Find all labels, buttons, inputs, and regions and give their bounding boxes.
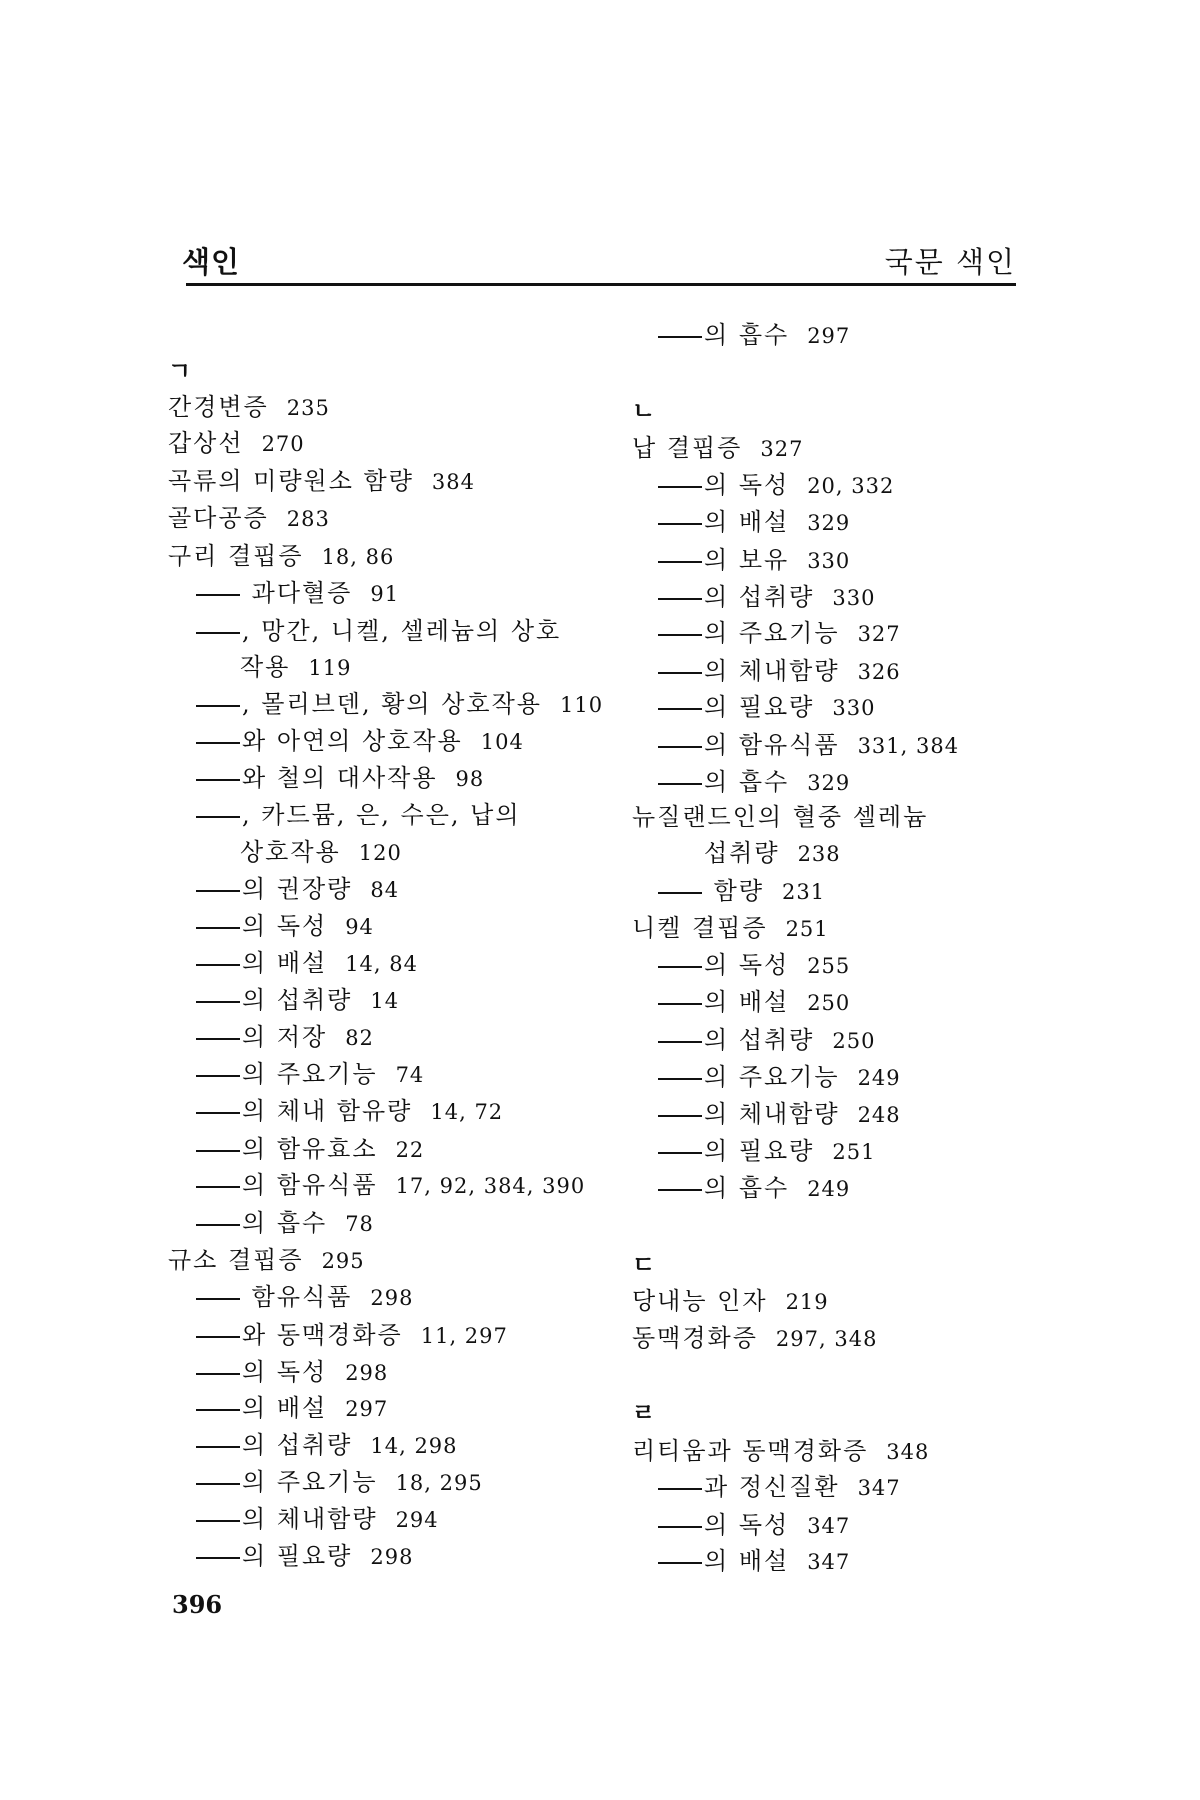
index-term: 의 독성 [704,471,790,499]
repeat-dash [658,783,702,785]
index-term: 의 흡수 [242,1209,328,1237]
index-subentry [196,985,399,1015]
index-subentry [658,1510,850,1540]
repeat-dash [196,705,240,707]
index-subentry [658,1173,850,1203]
index-page-ref: 14, 84 [345,952,418,976]
index-term: 의 체내 함유량 [242,1097,413,1125]
index-subentry [658,1136,875,1166]
header-rule [186,283,1016,286]
index-page-ref: 297 [807,324,851,348]
repeat-dash [658,1115,702,1117]
index-term: 의 배설 [242,949,328,977]
index-page-ref: 298 [370,1286,414,1310]
repeat-dash [196,632,240,634]
index-subentry [196,874,399,904]
index-term: 의 보유 [704,546,790,574]
index-page-ref: 270 [261,432,305,456]
index-page-ref: 331, 384 [857,734,960,758]
repeat-dash [196,1520,240,1522]
index-subentry [196,1320,508,1350]
repeat-dash [658,598,702,600]
index-page-ref: 347 [857,1476,901,1500]
repeat-dash [196,890,240,892]
index-page-ref: 14, 298 [370,1434,458,1458]
index-term: 니켈 결핍증 [632,914,768,942]
repeat-dash [196,1298,240,1300]
index-subentry [196,1282,413,1312]
index-page-ref: 238 [797,842,841,866]
index-page-ref: 250 [832,1029,876,1053]
index-term: 와 아연의 상호작용 [242,727,463,755]
repeat-dash [658,1041,702,1043]
index-term: 동맥경화증 [632,1324,758,1352]
index-page-ref: 295 [321,1249,365,1273]
repeat-dash [658,892,702,894]
repeat-dash [196,742,240,744]
index-term: 의 배설 [704,1547,790,1575]
index-page-ref: 91 [370,582,400,606]
index-subentry [658,950,850,980]
index-subentry [196,1467,483,1497]
index-page-ref: 78 [345,1212,374,1236]
index-page-ref: 74 [395,1063,425,1087]
repeat-dash [196,1336,240,1338]
index-entry [168,392,330,422]
repeat-dash [196,1557,240,1559]
index-page-ref: 219 [785,1290,829,1314]
index-page-ref: 22 [395,1138,425,1162]
index-entry [632,1286,829,1316]
index-term: 의 주요기능 [242,1060,378,1088]
index-page-ref: 297, 348 [775,1327,878,1351]
index-term: 의 필요량 [704,1137,815,1165]
index-subentry [196,1059,424,1089]
index-subentry [196,1541,413,1571]
index-page-ref: 20, 332 [807,474,895,498]
index-term: 의 주요기능 [242,1468,378,1496]
index-term: 의 함유효소 [242,1135,378,1163]
index-term: , 몰리브덴, 황의 상호작용 [242,690,542,718]
index-page-ref: 110 [559,693,604,717]
index-page-ref: 283 [286,507,330,531]
index-subentry [658,730,959,760]
index-subentry [196,1430,458,1460]
index-term: 의 섭취량 [242,1431,353,1459]
index-subentry [196,763,484,793]
index-subentry [658,876,825,906]
index-term: 함량 [704,877,764,905]
repeat-dash [196,779,240,781]
index-subentry [658,320,850,350]
index-page-ref: 98 [455,767,485,791]
index-term: 의 주요기능 [704,619,840,647]
index-subentry [658,507,850,537]
index-page-ref: 251 [832,1140,876,1164]
index-subentry [658,582,875,612]
index-page-ref: 330 [832,586,876,610]
index-entry [632,802,928,832]
index-term: 의 체내함량 [704,1100,840,1128]
index-term: , 망간, 니켈, 셀레늄의 상호 [242,617,562,645]
index-page-ref: 249 [857,1066,901,1090]
index-page-ref: 294 [395,1508,439,1532]
repeat-dash [658,966,702,968]
index-term: 의 필요량 [242,1542,353,1570]
index-term: 당내능 인자 [632,1287,768,1315]
index-page-ref: 231 [782,880,826,904]
repeat-dash [196,1483,240,1485]
index-page-ref: 120 [358,841,402,865]
index-entry-continuation [704,838,841,868]
index-term: 의 체내함량 [704,657,840,685]
index-subentry [196,689,603,719]
index-subentry [196,1393,388,1423]
index-entry [168,466,475,496]
index-term: 과다혈증 [242,579,353,607]
index-entry-continuation [240,837,402,867]
index-subentry [196,1022,374,1052]
index-term: 곡류의 미량원소 함량 [168,467,414,495]
index-subentry [196,726,524,756]
index-page-ref: 298 [345,1361,389,1385]
index-entry-continuation [240,652,351,682]
repeat-dash [658,746,702,748]
index-page-ref: 119 [308,656,352,680]
repeat-dash [196,1373,240,1375]
repeat-dash [658,1562,702,1564]
index-page-ref: 327 [857,622,901,646]
index-page-ref: 297 [345,1397,389,1421]
index-page-ref: 84 [370,878,400,902]
index-subentry [196,1134,424,1164]
index-term: 리티움과 동맥경화증 [632,1437,869,1465]
index-page-ref: 94 [345,915,374,939]
index-subentry [196,578,399,608]
index-subentry [658,767,850,797]
index-term: 의 흡수 [704,1174,790,1202]
repeat-dash [658,1003,702,1005]
repeat-dash [658,1488,702,1490]
index-subentry [658,618,901,648]
index-entry [168,503,330,533]
repeat-dash [196,1112,240,1114]
index-page-ref: 326 [857,660,901,684]
index-subentry [658,470,894,500]
index-subentry [196,1096,503,1126]
index-term: 의 독성 [242,912,328,940]
index-subentry [196,911,374,941]
index-term: 작용 [240,653,291,681]
index-term: 의 흡수 [704,768,790,796]
repeat-dash [658,523,702,525]
repeat-dash [658,336,702,338]
index-term: 의 섭취량 [242,986,353,1014]
index-subentry [658,656,901,686]
repeat-dash [196,964,240,966]
index-section-letter: ㄴ [632,397,656,425]
index-page-ref: 298 [370,1545,414,1569]
index-term: 구리 결핍증 [168,542,304,570]
index-subentry [658,1099,901,1129]
index-term: 의 독성 [242,1358,328,1386]
index-page-ref: 347 [807,1514,851,1538]
index-page-ref: 251 [785,917,829,941]
index-section-letter: ㄹ [632,1399,656,1427]
repeat-dash [196,594,240,596]
index-entry [632,1436,929,1466]
index-subentry [658,1472,901,1502]
repeat-dash [196,816,240,818]
index-term: 규소 결핍증 [168,1246,304,1274]
index-term: 섭취량 [704,839,780,867]
index-page-ref: 248 [857,1103,901,1127]
index-term: 의 권장량 [242,875,353,903]
index-subentry [196,1208,374,1238]
repeat-dash [196,1224,240,1226]
index-subentry [658,1062,901,1092]
index-term: 와 동맥경화증 [242,1321,403,1349]
index-subentry [658,692,875,722]
index-term: 의 흡수 [704,321,790,349]
repeat-dash [196,1150,240,1152]
index-section-letter: ㄷ [632,1251,656,1279]
index-term: 상호작용 [240,838,341,866]
repeat-dash [196,1075,240,1077]
repeat-dash [658,1526,702,1528]
index-page-ref: 14 [370,989,400,1013]
index-subentry [658,1025,875,1055]
index-subentry [658,1546,850,1576]
running-head-left: 색인 [182,245,241,279]
index-term: 의 배설 [704,988,790,1016]
index-term: 의 독성 [704,1511,790,1539]
repeat-dash [196,1186,240,1188]
index-term: 의 독성 [704,951,790,979]
repeat-dash [658,634,702,636]
index-term: 의 필요량 [704,693,815,721]
index-entry [632,433,803,463]
index-page-ref: 11, 297 [420,1324,508,1348]
index-page-ref: 104 [480,730,524,754]
index-term: 납 결핍증 [632,434,743,462]
repeat-dash [658,1152,702,1154]
index-term: 의 섭취량 [704,583,815,611]
index-page-ref: 347 [807,1550,851,1574]
index-subentry [196,800,521,830]
index-term: 와 철의 대사작용 [242,764,438,792]
index-page-ref: 384 [431,470,476,494]
repeat-dash [658,1078,702,1080]
index-subentry [658,545,850,575]
index-page-ref: 235 [286,396,330,420]
index-subentry [196,1504,439,1534]
index-page-ref: 327 [760,437,804,461]
index-page-ref: 329 [807,511,851,535]
index-page-ref: 348 [886,1440,930,1464]
index-term: 의 함유식품 [704,731,840,759]
index-entry [168,1245,365,1275]
repeat-dash [658,708,702,710]
index-page-ref: 330 [807,549,851,573]
index-term: 의 배설 [704,508,790,536]
index-term: 뉴질랜드인의 혈중 셀레늄 [632,803,929,831]
index-page-ref: 82 [345,1026,374,1050]
index-entry [168,428,305,458]
index-term: 의 저장 [242,1023,328,1051]
index-term: 과 정신질환 [704,1473,840,1501]
index-term: , 카드뮴, 은, 수은, 납의 [242,801,521,829]
index-entry [632,913,829,943]
index-subentry [196,948,418,978]
index-term: 의 배설 [242,1394,328,1422]
index-page-ref: 330 [832,696,876,720]
repeat-dash [658,1189,702,1191]
index-subentry [196,616,561,646]
running-head-right: 국문 색인 [884,245,1016,279]
index-section-letter: ㄱ [168,357,192,385]
index-subentry [196,1357,388,1387]
index-term: 간경변증 [168,393,269,421]
index-page-ref: 17, 92, 384, 390 [395,1174,586,1198]
index-term: 의 체내함량 [242,1505,378,1533]
index-page-ref: 18, 86 [321,545,395,569]
repeat-dash [658,672,702,674]
index-page-ref: 250 [807,991,851,1015]
repeat-dash [196,1409,240,1411]
index-page-ref: 249 [807,1177,851,1201]
index-page-ref: 14, 72 [430,1100,504,1124]
index-page-ref: 329 [807,771,851,795]
repeat-dash [196,927,240,929]
index-page-ref: 255 [807,954,851,978]
index-term: 의 주요기능 [704,1063,840,1091]
index-subentry [658,987,850,1017]
page-number: 396 [172,1590,223,1619]
index-subentry [196,1170,585,1200]
index-entry [632,1323,877,1353]
index-term: 의 섭취량 [704,1026,815,1054]
repeat-dash [658,561,702,563]
repeat-dash [658,486,702,488]
index-term: 갑상선 [168,429,244,457]
repeat-dash [196,1001,240,1003]
index-term: 골다공증 [168,504,269,532]
index-term: 함유식품 [242,1283,353,1311]
index-entry [168,541,394,571]
repeat-dash [196,1038,240,1040]
index-term: 의 함유식품 [242,1171,378,1199]
repeat-dash [196,1446,240,1448]
index-page-ref: 18, 295 [395,1471,483,1495]
